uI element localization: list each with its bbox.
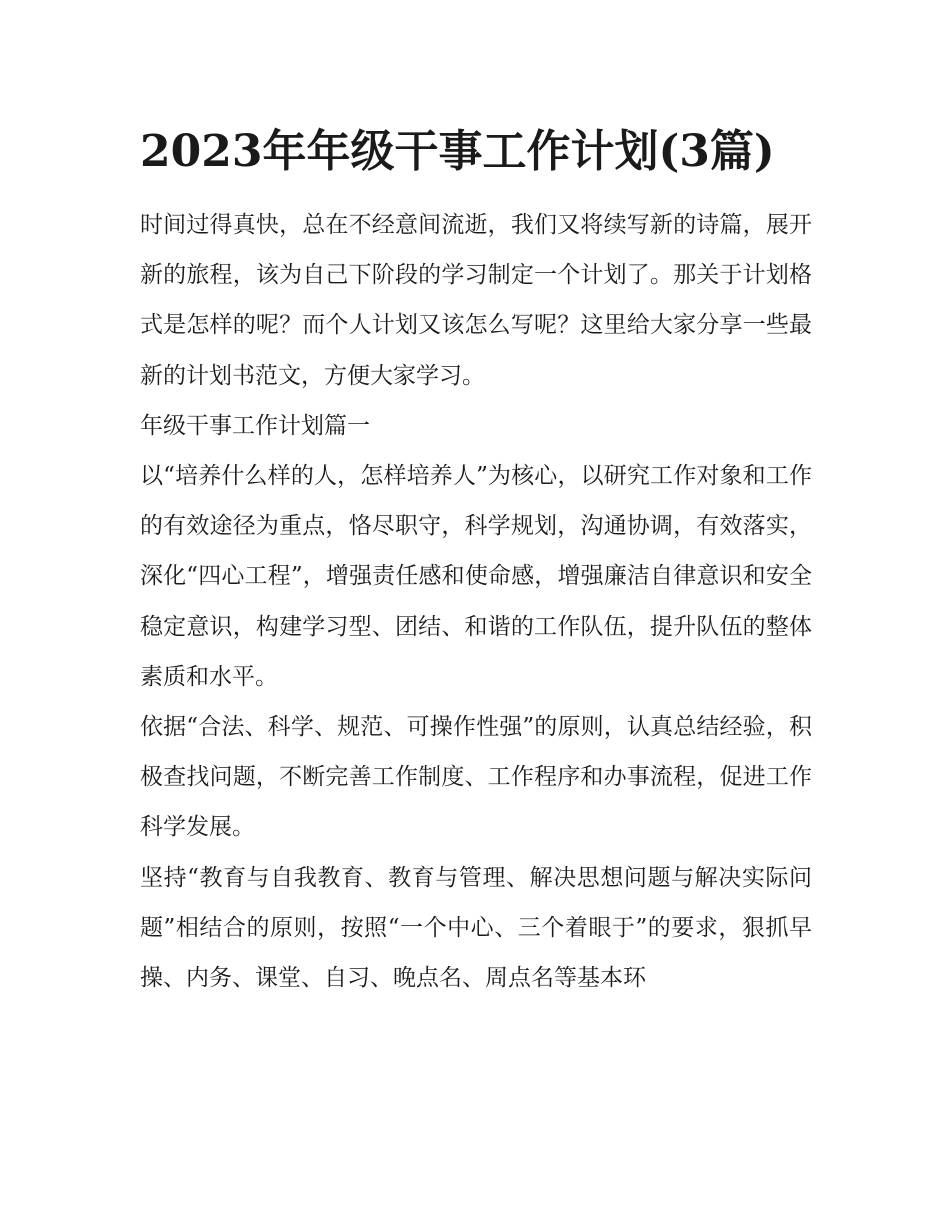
body-paragraph: 坚持“教育与自我教育、教育与管理、解决思想问题与解决实际问题”相结合的原则，按照“一个中心、三个着眼于”的要求，狠抓早操、内务、课堂、自习、晚点名、周点名等基本环 bbox=[140, 864, 812, 992]
intro-paragraph: 时间过得真快，总在不经意间流逝，我们又将续写新的诗篇，展开新的旅程，该为自己下阶段的学习制定一个计划了。那关于计划格式是怎样的呢？而个人计划又该怎么写呢？这里给大家分享一些最新的计划书范文，方便大家学习。 bbox=[140, 212, 812, 389]
body-paragraph: 依据“合法、科学、规范、可操作性强”的原则，认真总结经验，积极查找问题，不断完善工作制度、工作程序和办事流程，促进工作科学发展。 bbox=[140, 714, 812, 841]
document-page bbox=[140, 118, 812, 1003]
section-heading: 年级干事工作计划篇一 bbox=[140, 412, 370, 439]
body-paragraph: 以“培养什么样的人，怎样培养人”为核心，以研究工作对象和工作的有效途径为重点，恪尽职守，科学规划，沟通协调，有效落实，深化“四心工程”，增强责任感和使命感，增强廉洁自律意识和安全稳定意识，构建学习型、团结、和谐的工作队伍，提升队伍的整体素质和水平。 bbox=[140, 463, 812, 690]
document-title: 2023年年级干事工作计划(3篇) bbox=[140, 126, 775, 177]
